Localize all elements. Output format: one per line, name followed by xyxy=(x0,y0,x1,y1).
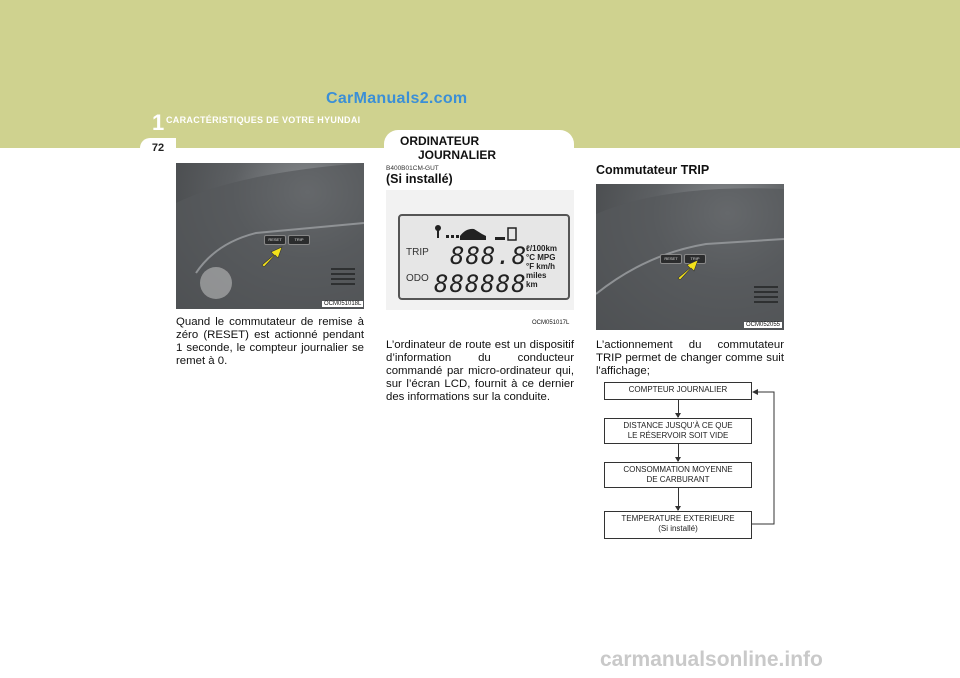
subtitle: (Si installé) xyxy=(386,172,453,186)
flow-return-arrow xyxy=(748,386,780,528)
flow-arrow-3 xyxy=(678,488,679,510)
lcd-trip-digits: 888.8 xyxy=(450,242,528,270)
reset-trip-buttons-right: RESET TRIP xyxy=(660,254,706,264)
section-title-line1: ORDINATEUR xyxy=(400,134,480,148)
chapter-title: CARACTÉRISTIQUES DE VOTRE HYUNDAI xyxy=(166,115,361,125)
lcd-display xyxy=(398,214,570,300)
vent-icon xyxy=(331,268,355,288)
right-heading: Commutateur TRIP xyxy=(596,163,710,177)
flow-step-4-line2: (Si installé) xyxy=(658,524,698,533)
yellow-arrow-icon-right xyxy=(676,258,700,280)
photo-code-middle: OCM051017L xyxy=(532,320,570,326)
flow-step-4-line1: TEMPERATURE EXTERIEURE xyxy=(621,514,735,523)
flow-step-3-line1: CONSOMMATION MOYENNE xyxy=(623,465,733,474)
lcd-odo-digits: 888888 xyxy=(434,270,527,298)
section-title-line2: JOURNALIER xyxy=(418,148,497,162)
yellow-arrow-icon xyxy=(260,245,284,267)
flow-step-2-line2: LE RÉSERVOIR SOIT VIDE xyxy=(627,431,729,440)
reset-trip-buttons: RESET TRIP xyxy=(264,235,310,245)
lcd-units xyxy=(526,244,557,289)
flow-step-4 xyxy=(604,511,752,539)
photo-code-left: OCM051018L xyxy=(324,301,362,307)
chapter-number: 1 xyxy=(152,110,165,135)
lcd-unit-l100km: ℓ/100km xyxy=(526,244,558,253)
flow-step-1-line1: COMPTEUR JOURNALIER xyxy=(628,385,728,394)
lcd-unit-km: km xyxy=(526,280,538,289)
flow-step-2-line1: DISTANCE JUSQU’À CE QUE xyxy=(623,421,733,430)
dashboard-photo-left xyxy=(176,163,364,309)
watermark-link[interactable]: CarManuals2.com xyxy=(326,90,468,107)
photo-code-right: OCM052055 xyxy=(746,322,781,328)
section-title xyxy=(400,134,520,162)
lcd-trip-label: TRIP xyxy=(406,247,429,258)
flow-arrow-2 xyxy=(678,444,679,461)
watermark-bottom: carmanualsonline.info xyxy=(600,648,823,671)
lcd-unit-miles: miles xyxy=(526,271,547,280)
lcd-odo-label: ODO xyxy=(406,273,429,284)
lcd-unit-c-mpg: °C MPG xyxy=(526,253,556,262)
dashboard-photo-right xyxy=(596,184,784,330)
flow-step-1 xyxy=(604,382,752,400)
flow-step-2 xyxy=(604,418,752,444)
left-paragraph: Quand le commutateur de remise à zéro (RESET) est actionné pendant 1 seconde, le compteur journalier se remet à 0. xyxy=(176,316,364,367)
flow-arrow-1 xyxy=(678,400,679,417)
ref-code: B400B01CM-GUT xyxy=(386,165,439,172)
flow-step-3-line2: DE CARBURANT xyxy=(646,475,710,484)
page-number: 72 xyxy=(140,138,176,158)
right-paragraph: L’actionnement du commutateur TRIP permet de changer comme suit l'affichage; xyxy=(596,339,784,377)
lcd-unit-f-kmh: °F km/h xyxy=(526,262,555,271)
vent-icon-right xyxy=(754,286,778,306)
header-band xyxy=(0,0,960,148)
middle-paragraph: L’ordinateur de route est un dispositif d’information du conducteur commandé par micro-ordinateur qui, sur l’écran LCD, fournit à ce dernier des informations sur la conduite. xyxy=(386,339,574,403)
flow-step-3 xyxy=(604,462,752,488)
